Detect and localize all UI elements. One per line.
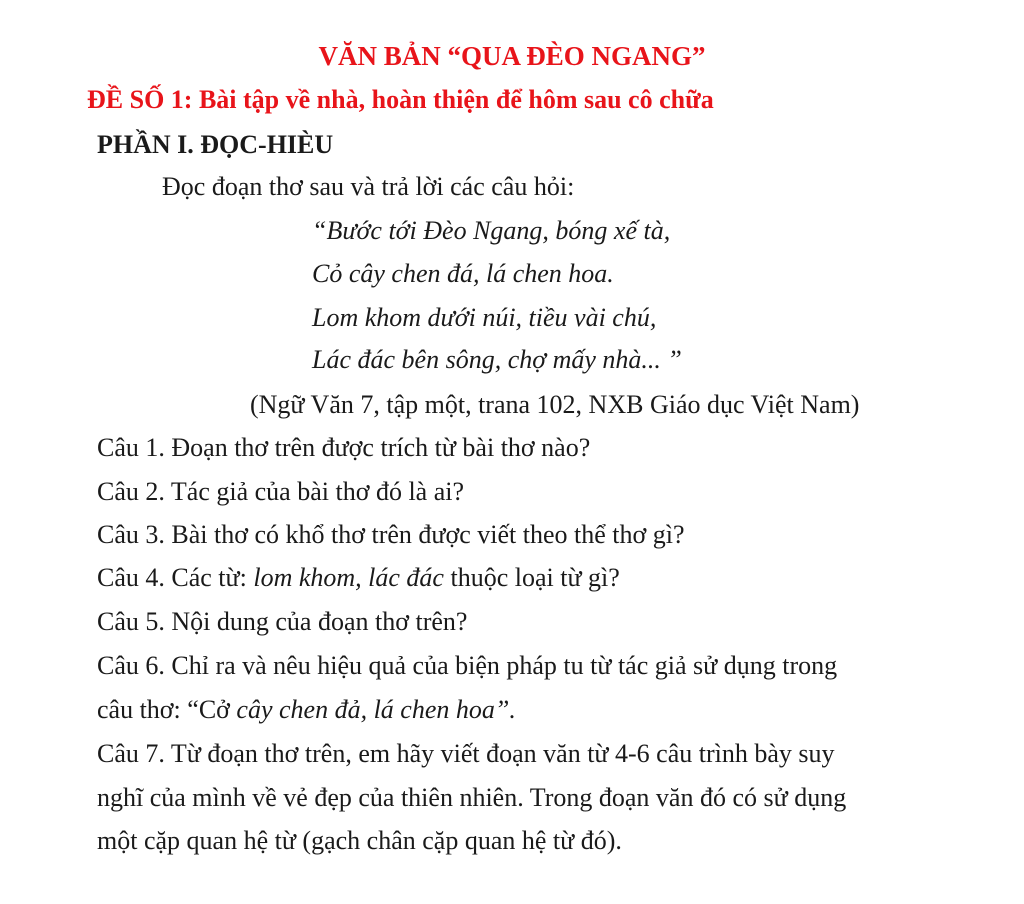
poem-source: (Ngữ Văn 7, tập một, trana 102, NXB Giáo dục Việt Nam) — [250, 390, 860, 419]
question-5: Câu 5. Nội dung của đoạn thơ trên? — [97, 607, 468, 636]
question-7-line-3: một cặp quan hệ từ (gạch chân cặp quan hệ từ đó). — [97, 826, 622, 855]
question-6-prefix: câu thơ: “Cở — [97, 695, 237, 724]
poem-line-4: Lác đác bên sông, chợ mấy nhà... ” — [312, 345, 682, 374]
poem-line-2: Cỏ cây chen đá, lá chen hoa. — [312, 259, 614, 288]
document-title: VĂN BẢN “QUA ĐÈO NGANG” — [318, 41, 706, 71]
question-4 — [97, 562, 620, 594]
question-3: Câu 3. Bài thơ có khổ thơ trên được viết theo thể thơ gì? — [97, 520, 685, 549]
poem-line-3: Lom khom dưới núi, tiều vài chú, — [312, 303, 657, 332]
reading-instruction: Đọc đoạn thơ sau và trả lời các câu hỏi: — [162, 172, 575, 201]
question-7-line-1: Câu 7. Từ đoạn thơ trên, em hãy viết đoạn văn từ 4-6 câu trình bày suy — [97, 739, 835, 768]
poem-line-1: “Bước tới Đèo Ngang, bóng xế tà, — [312, 216, 671, 245]
question-1: Câu 1. Đoạn thơ trên được trích từ bài thơ nào? — [97, 433, 591, 462]
question-2: Câu 2. Tác giả của bài thơ đó là ai? — [97, 477, 465, 506]
question-4-suffix: thuộc loại từ gì? — [443, 563, 620, 592]
question-6-line-2 — [97, 694, 516, 726]
question-6-italic-quote: cây chen đả, lá chen hoa”. — [236, 695, 516, 724]
question-7-line-2: nghĩ của mình về vẻ đẹp của thiên nhiên. Trong đoạn văn đó có sử dụng — [97, 783, 847, 812]
question-4-italic-words: lom khom, lác đác — [253, 563, 444, 592]
section-heading: PHẦN I. ĐỌC-HIÈU — [97, 130, 334, 159]
question-6-line-1: Câu 6. Chỉ ra và nêu hiệu quả của biện pháp tu từ tác giả sử dụng trong — [97, 651, 838, 680]
assignment-subtitle: ĐỀ SỐ 1: Bài tập về nhà, hoàn thiện để hôm sau cô chữa — [87, 85, 714, 114]
question-4-prefix: Câu 4. Các từ: — [97, 563, 254, 592]
